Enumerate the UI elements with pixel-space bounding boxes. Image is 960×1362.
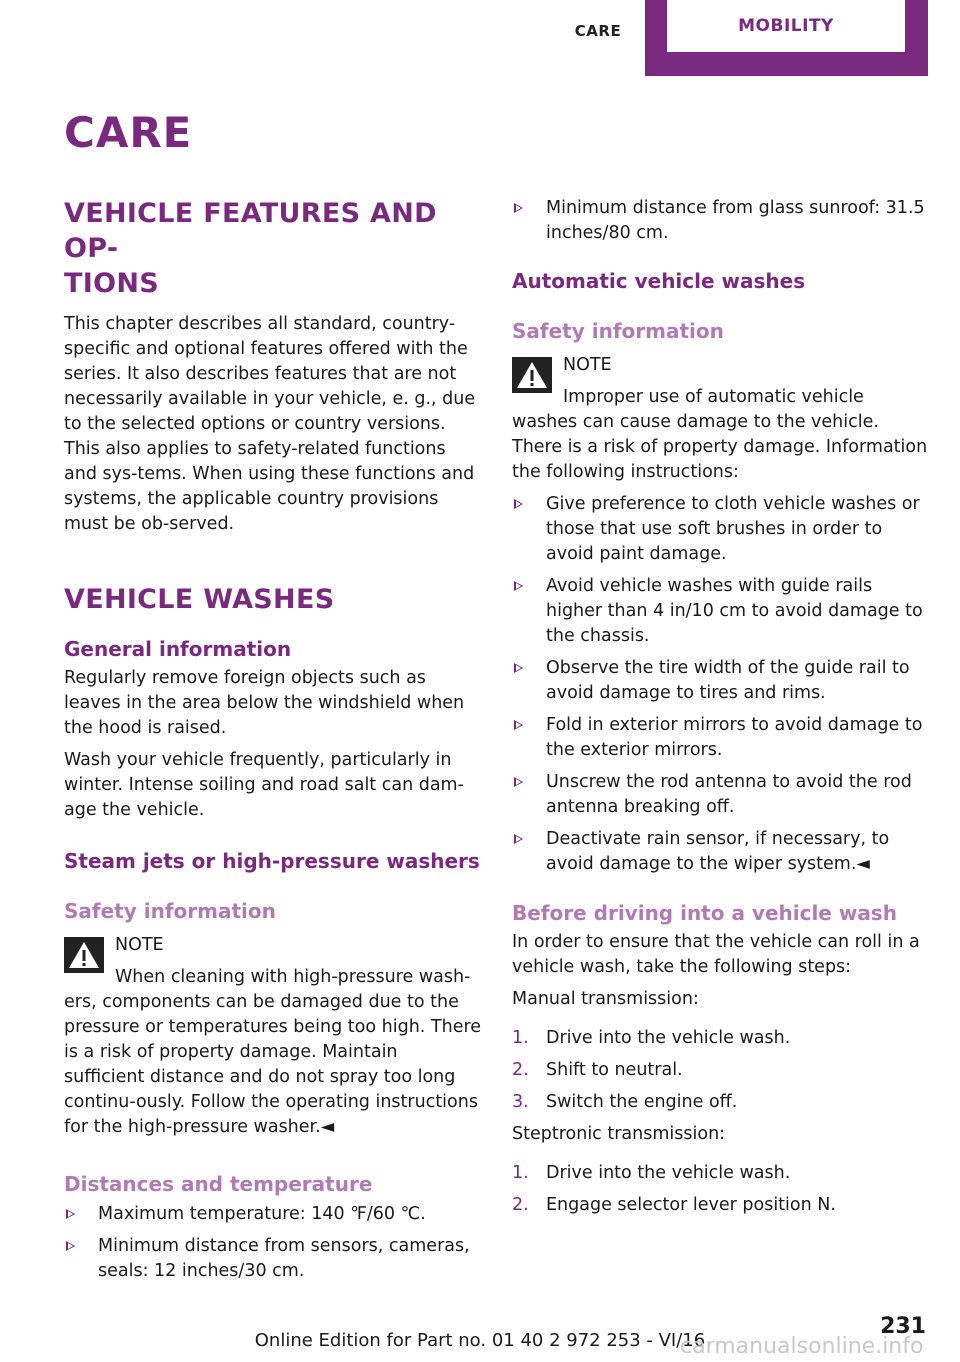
list-item: 3. Switch the engine off. xyxy=(512,1090,932,1115)
steptronic-label: Steptronic transmission: xyxy=(512,1124,726,1144)
triangle-bullet-icon xyxy=(514,663,523,673)
note-label-left: NOTE xyxy=(115,935,164,955)
triangle-bullet-icon xyxy=(514,834,523,844)
before-heading: Before driving into a vehicle wash xyxy=(512,901,897,925)
note-right xyxy=(512,353,932,410)
note-instructions-list xyxy=(512,492,932,877)
triangle-bullet-icon xyxy=(514,777,523,787)
distances-heading: Distances and temperature xyxy=(64,1172,373,1196)
triangle-bullet-icon xyxy=(66,1241,75,1251)
list-item: 2. Engage selector lever position N. xyxy=(512,1193,932,1218)
features-heading-line2: TIONS xyxy=(64,268,159,299)
warning-icon xyxy=(64,937,104,973)
distances-list xyxy=(64,1202,482,1284)
list-item: Unscrew the rod antenna to avoid the rod antenna breaking off. xyxy=(512,770,932,820)
general-heading: General information xyxy=(64,637,292,661)
list-item: 1. Drive into the vehicle wash. xyxy=(512,1161,932,1186)
triangle-bullet-icon xyxy=(66,1209,75,1219)
note-body-right: washes can cause damage to the vehicle. There is a risk of property damage. Information the following instructions: xyxy=(512,412,928,482)
manual-label: Manual transmission: xyxy=(512,989,699,1009)
washes-heading: VEHICLE WASHES xyxy=(64,584,335,615)
note-first-line-left: When cleaning with high-pressure wash- xyxy=(115,967,471,987)
watermark: carmanualsonline.info xyxy=(680,1334,924,1359)
left-column xyxy=(64,196,482,1291)
warning-icon xyxy=(512,357,552,393)
page-title: CARE xyxy=(64,108,193,157)
before-text: In order to ensure that the vehicle can roll in a vehicle wash, take the following steps: xyxy=(512,932,920,977)
note-body-left: ers, components can be damaged due to the pressure or temperatures being too high. There is a risk of property damage. Maintain sufficient distance and do not spray too long continu-ously. Follow the operating instructions for the high-pressure washer.◄ xyxy=(64,992,482,1137)
auto-washes-heading: Automatic vehicle washes xyxy=(512,269,806,293)
header-tab-mobility-label: MOBILITY xyxy=(667,0,905,52)
general-paragraph-1: Regularly remove foreign objects such as leaves in the area below the windshield when the hood is raised. xyxy=(64,668,465,738)
list-item: Deactivate rain sensor, if necessary, to avoid damage to the wiper system.◄ xyxy=(512,827,932,877)
list-item: Minimum distance from glass sunroof: 31.5 inches/80 cm. xyxy=(512,196,932,246)
triangle-bullet-icon xyxy=(514,720,523,730)
triangle-bullet-icon xyxy=(514,203,523,213)
list-item: Maximum temperature: 140 ℉/60 ℃. xyxy=(64,1202,482,1227)
note-label-right: NOTE xyxy=(563,355,612,375)
steptronic-steps xyxy=(512,1161,932,1218)
triangle-bullet-icon xyxy=(514,499,523,509)
step-number: 1. xyxy=(512,1028,529,1048)
general-paragraph-2: Wash your vehicle frequently, particularly in winter. Intense soiling and road salt can dam-age the vehicle. xyxy=(64,750,464,820)
step-number: 1. xyxy=(512,1163,529,1183)
note-left xyxy=(64,933,482,990)
list-item: Observe the tire width of the guide rail to avoid damage to tires and rims. xyxy=(512,656,932,706)
sunroof-list xyxy=(512,196,932,246)
footer-edition: Online Edition for Part no. 01 40 2 972 253 - VI/16 xyxy=(254,1330,706,1351)
triangle-bullet-icon xyxy=(514,581,523,591)
list-item: Give preference to cloth vehicle washes or those that use soft brushes in order to avoid paint damage. xyxy=(512,492,932,567)
list-item: 2. Shift to neutral. xyxy=(512,1058,932,1083)
note-first-line-right: Improper use of automatic vehicle xyxy=(563,387,864,407)
safety-heading-left: Safety information xyxy=(64,899,276,923)
list-item: Minimum distance from sensors, cameras, seals: 12 inches/30 cm. xyxy=(64,1234,482,1284)
manual-steps xyxy=(512,1026,932,1115)
step-number: 2. xyxy=(512,1195,529,1215)
safety-heading-right: Safety information xyxy=(512,319,724,343)
steam-heading: Steam jets or high-pressure washers xyxy=(64,849,480,873)
features-text: This chapter describes all standard, country-specific and optional features offered with the series. It also describes features that are not necessarily available in your vehicle, e. g., due to the selected options or country versions. This also applies to safety-related functions and sys-tems. When using these functions and systems, the applicable country provisions must be ob-served. xyxy=(64,314,476,534)
list-item: 1. Drive into the vehicle wash. xyxy=(512,1026,932,1051)
header-tab-mobility[interactable] xyxy=(645,0,928,76)
features-heading xyxy=(64,196,482,301)
step-number: 2. xyxy=(512,1060,529,1080)
header-tab-care[interactable]: CARE xyxy=(574,22,622,40)
features-heading-line1: VEHICLE FEATURES AND OP- xyxy=(64,198,437,264)
page-number: 231 xyxy=(880,1314,926,1339)
step-number: 3. xyxy=(512,1092,529,1112)
list-item: Avoid vehicle washes with guide rails higher than 4 in/10 cm to avoid damage to the chassis. xyxy=(512,574,932,649)
list-item: Fold in exterior mirrors to avoid damage to the exterior mirrors. xyxy=(512,713,932,763)
right-column xyxy=(512,196,932,1225)
